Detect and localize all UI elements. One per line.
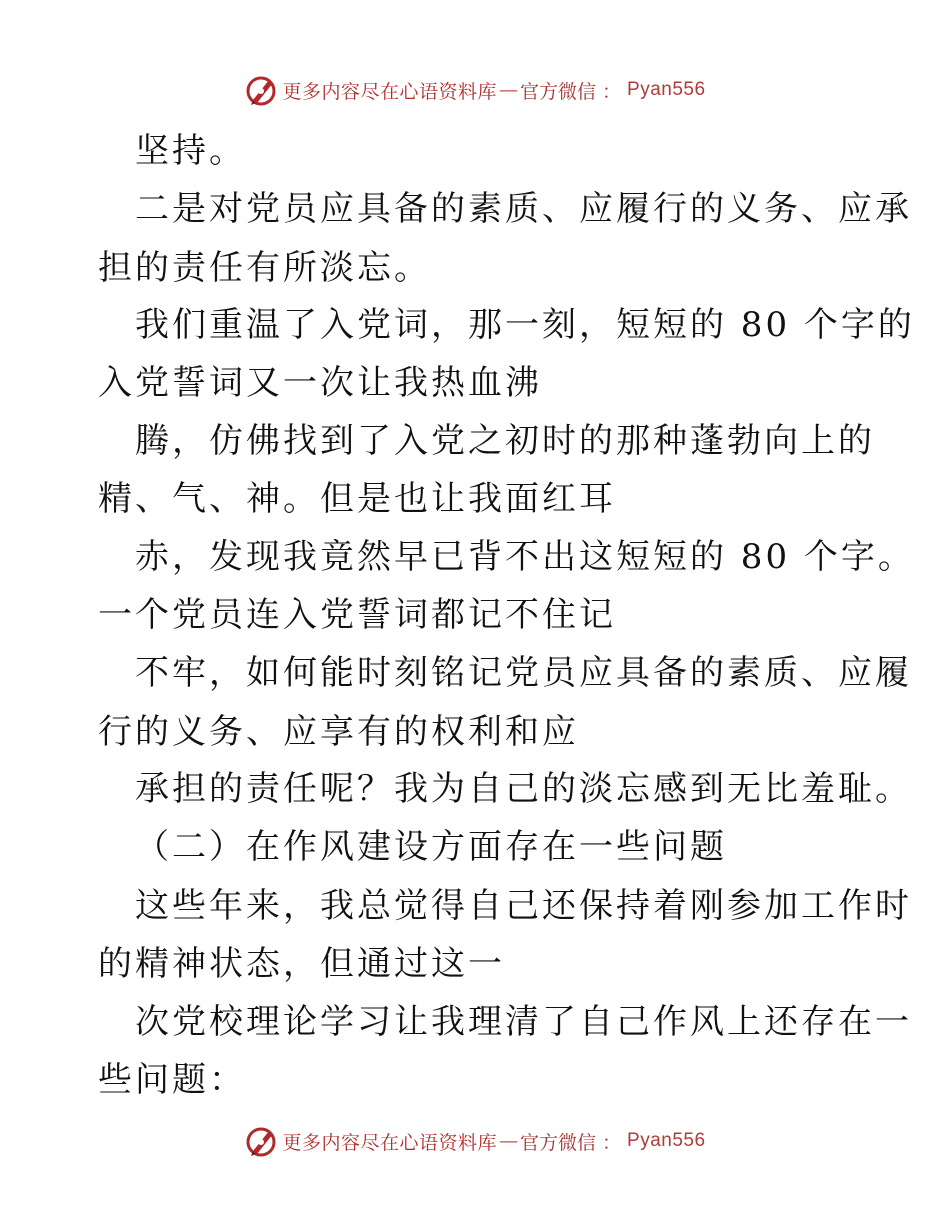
text-line: 次党校理论学习让我理清了自己作风上还存在一 — [135, 1002, 912, 1042]
footer-separator: — — [498, 1130, 518, 1152]
text-line: 行的义务、应享有的权利和应 — [98, 712, 579, 752]
text-line: 些问题： — [98, 1060, 246, 1100]
text-line: 这些年来，我总觉得自己还保持着刚参加工作时 — [135, 886, 912, 926]
header-separator: — — [498, 79, 518, 101]
text-line: 承担的责任呢？我为自己的淡忘感到无比羞耻。 — [135, 769, 912, 809]
text-line: 精、气、神。但是也让我面红耳 — [98, 479, 616, 519]
text-line: 我们重温了入党词，那一刻，短短的 80 个字的 — [135, 305, 915, 345]
text-line: 二是对党员应具备的素质、应履行的义务、应承 — [135, 189, 912, 229]
footer-official-label: 官方微信 — [519, 1131, 596, 1154]
text-line: 坚持。 — [135, 131, 246, 171]
text-line: 担的责任有所淡忘。 — [98, 248, 431, 288]
footer-wechat-id: Pyan556 — [627, 1130, 706, 1151]
footer-brand-text: 更多内容尽在心语资料库 — [282, 1131, 497, 1154]
pen-logo-icon — [244, 1124, 278, 1158]
header-colon: ： — [602, 80, 622, 103]
header-brand-text: 更多内容尽在心语资料库 — [282, 80, 497, 103]
footer-colon: ： — [602, 1131, 622, 1154]
text-line: 的精神状态，但通过这一 — [98, 944, 505, 984]
header-wechat-id: Pyan556 — [627, 79, 706, 100]
text-line: 赤，发现我竟然早已背不出这短短的 80 个字。 — [135, 537, 915, 577]
text-line: 入党誓词又一次让我热血沸 — [98, 363, 542, 403]
text-line: 腾，仿佛找到了入党之初时的那种蓬勃向上的 — [135, 421, 875, 461]
text-line: 不牢，如何能时刻铭记党员应具备的素质、应履 — [135, 653, 912, 693]
footer-watermark — [0, 1121, 950, 1161]
header-official-label: 官方微信 — [519, 80, 596, 103]
section-heading: （二）在作风建设方面存在一些问题 — [135, 827, 727, 867]
text-line: 一个党员连入党誓词都记不住记 — [98, 595, 616, 635]
